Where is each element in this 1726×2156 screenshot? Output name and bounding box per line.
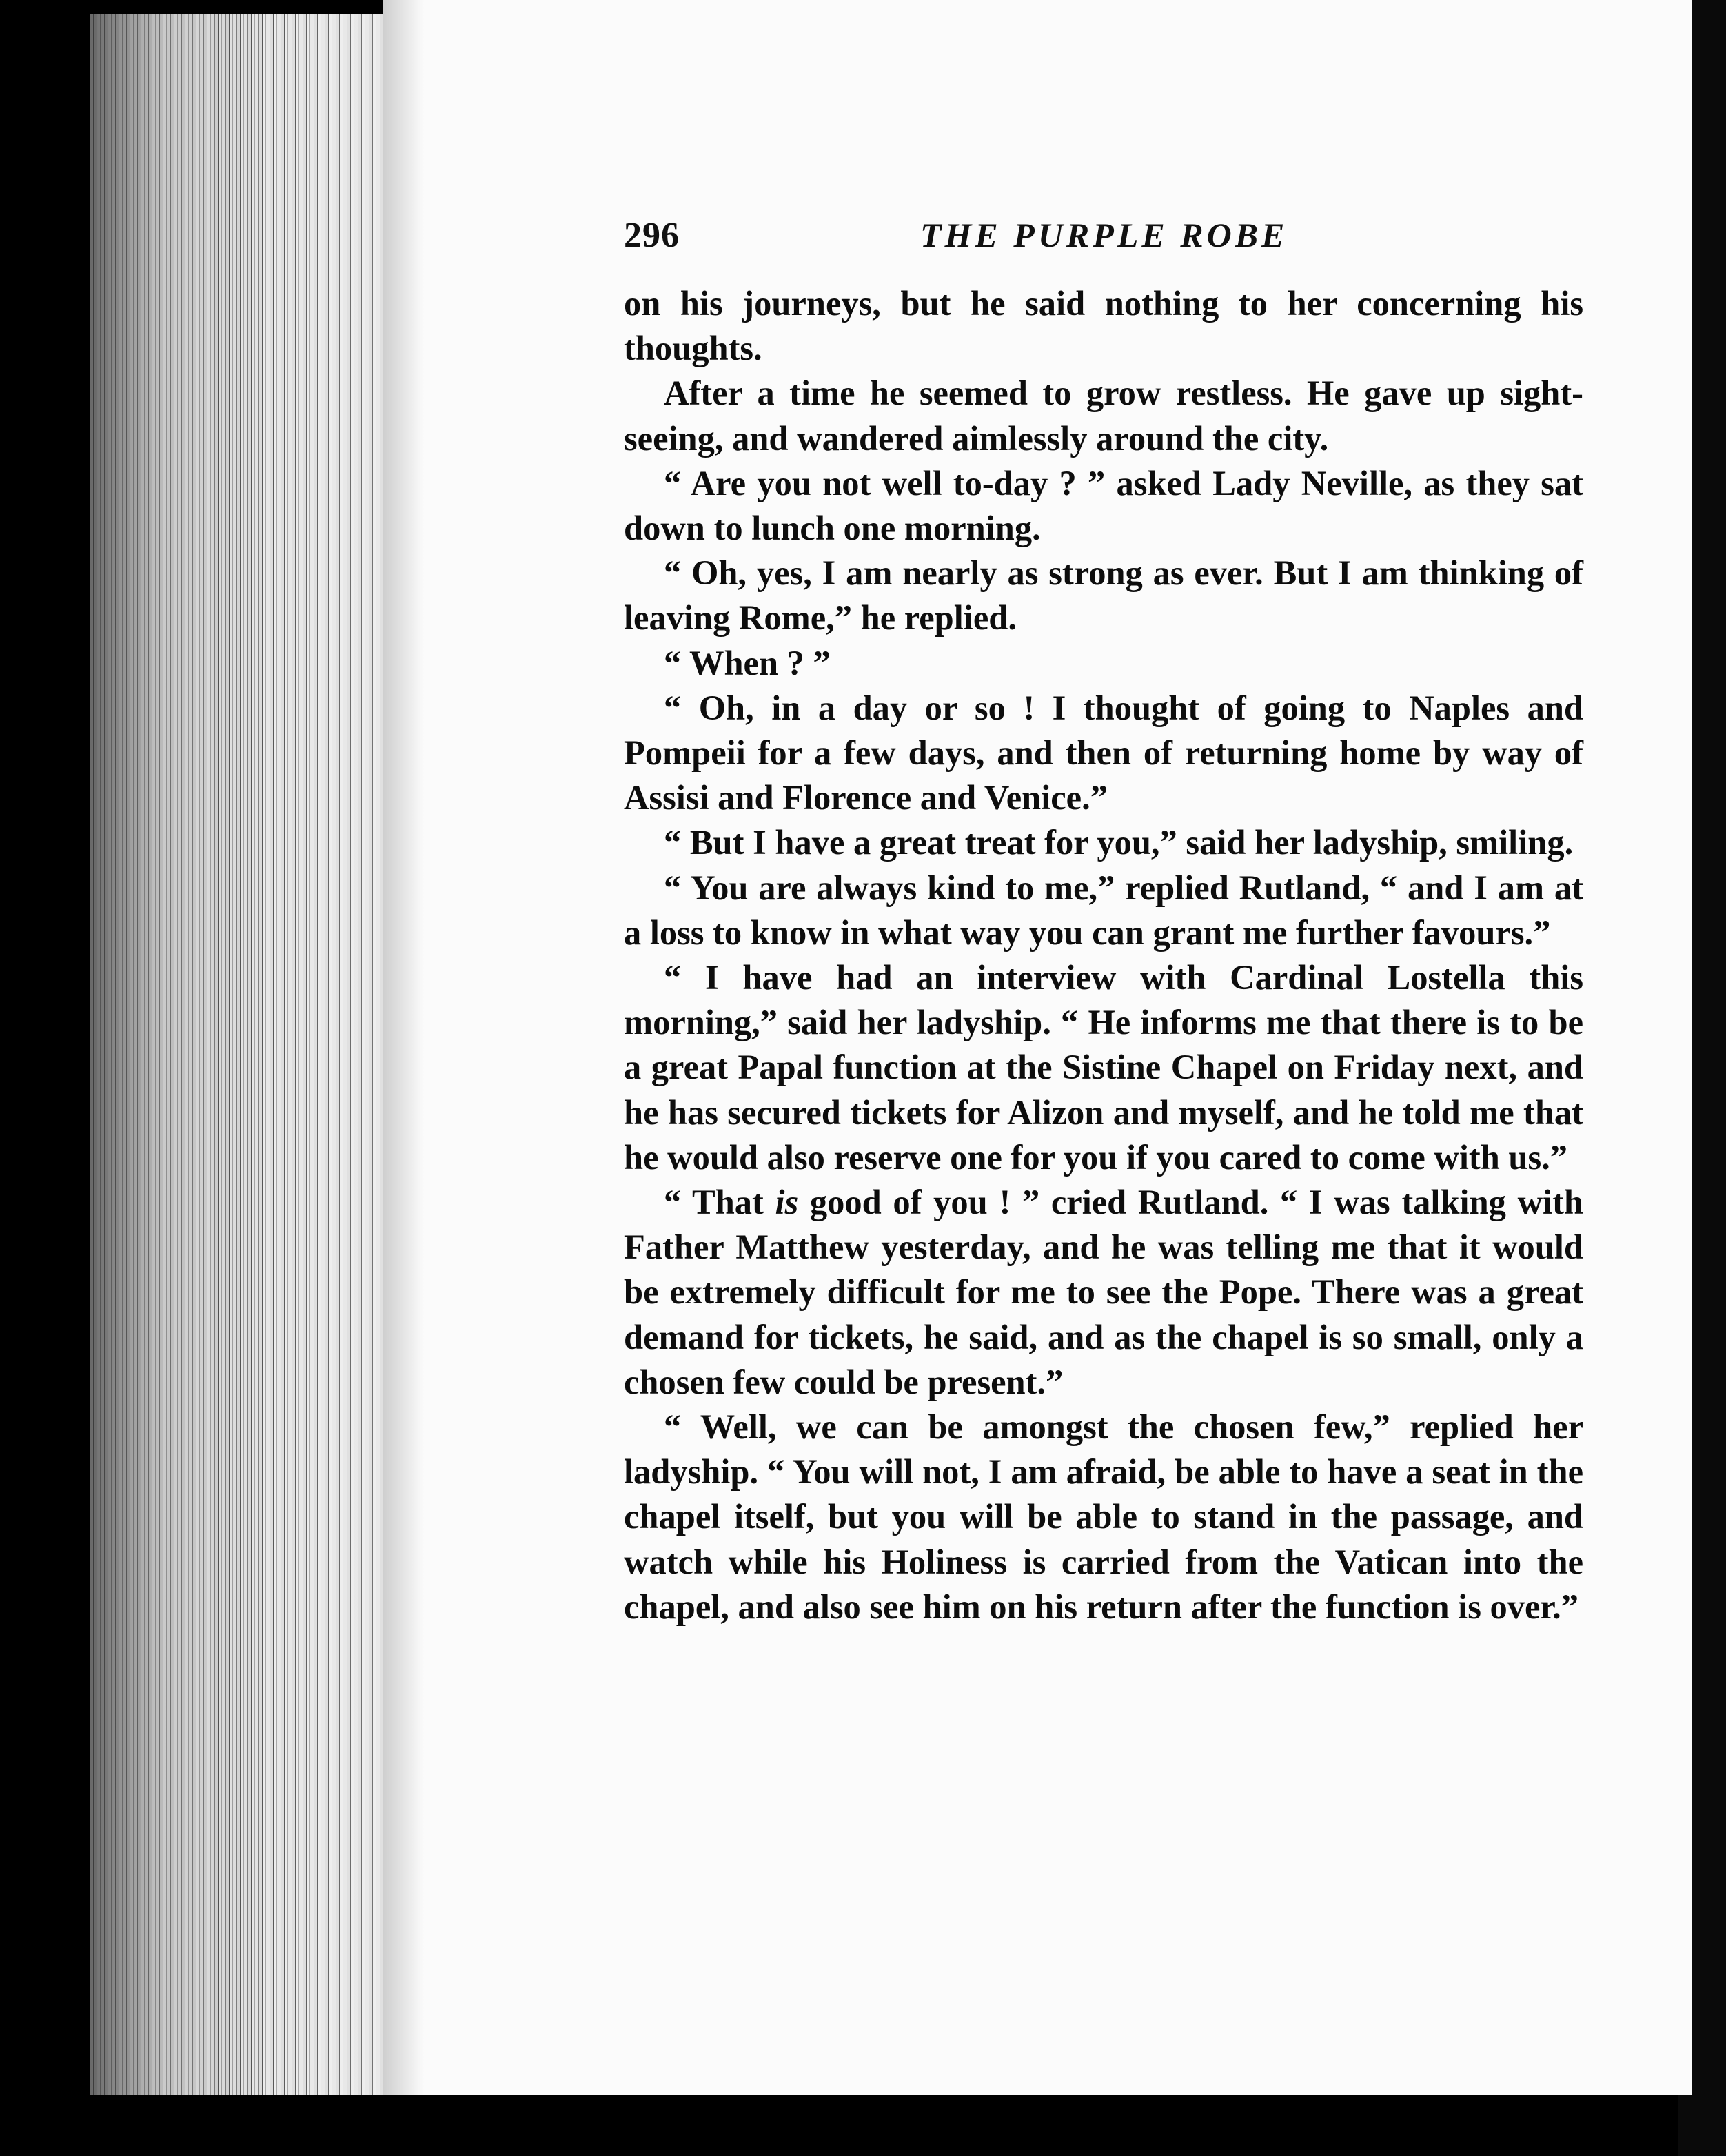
- paragraph: “ Oh, in a day or so ! I thought of going to Naples and Pompeii for a few days, and then of returning home by way of Assisi and Florence and Venice.”: [624, 688, 1583, 817]
- paragraph: “ Oh, yes, I am nearly as strong as ever. But I am thinking of leaving Rome,” he replied.: [624, 553, 1583, 638]
- paragraph: [624, 1180, 1583, 1405]
- paragraph: “ You are always kind to me,” replied Rutland, “ and I am at a loss to know in what way you can grant me further favours.”: [624, 868, 1583, 952]
- paragraph: on his journeys, but he said nothing to her concerning his thoughts.: [624, 284, 1583, 368]
- paragraph-text: “ That: [664, 1183, 775, 1222]
- running-title: THE PURPLE ROBE: [920, 216, 1288, 254]
- paragraph: “ I have had an interview with Cardinal Lostella this morning,” said her ladyship. “ He informs me that there is to be a great Papal function at the Sistine Chapel on Friday next, and he has secured tickets for Alizon and myself, and he told me that he would also reserve one for you if you cared to come with us.”: [624, 958, 1583, 1177]
- paragraph-text: good of you ! ” cried Rutland. “ I was talking with Father Matthew yesterday, and he was telling me that it would be extremely difficult for me to see the Pope. There was a great demand for tickets, he said, and as the chapel is so small, only a chosen few could be present.”: [624, 1183, 1583, 1401]
- running-head: [624, 215, 1589, 270]
- paragraph: “ Are you not well to-day ? ” asked Lady Neville, as they sat down to lunch one morning.: [624, 463, 1583, 548]
- body-text: [624, 281, 1583, 1629]
- paragraph: “ When ? ”: [664, 643, 831, 682]
- paragraph: After a time he seemed to grow restless. He gave up sight-seeing, and wandered aimlessly around the city.: [624, 374, 1583, 458]
- paragraph: “ But I have a great treat for you,” said her ladyship, smiling.: [664, 823, 1574, 862]
- italic-emphasis: is: [775, 1183, 799, 1222]
- book-page-edges: [90, 14, 386, 2095]
- page-number: 296: [624, 216, 680, 255]
- paragraph: “ Well, we can be amongst the chosen few,” replied her ladyship. “ You will not, I am afraid, be able to have a seat in the chapel itself, but you will be able to stand in the passage, and watch while his Holiness is carried from the Vatican into the chapel, and also see him on his return after the function is over.”: [624, 1407, 1583, 1626]
